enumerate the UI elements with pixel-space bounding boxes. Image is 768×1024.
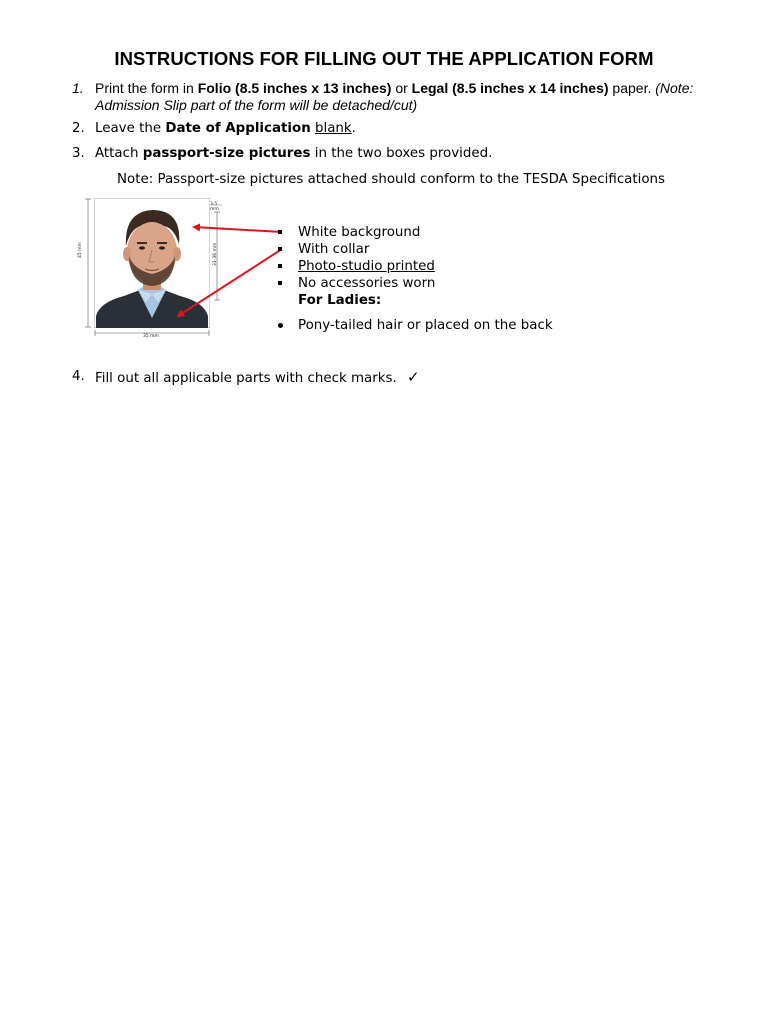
instruction-number: 2. bbox=[72, 121, 85, 136]
bullet-icon bbox=[278, 323, 283, 328]
check-mark-icon: ✓ bbox=[407, 368, 420, 386]
blank-word: blank bbox=[315, 121, 352, 136]
instruction-text: Print the form in bbox=[95, 80, 198, 96]
folio-size: Folio (8.5 inches x 13 inches) bbox=[197, 80, 392, 96]
instruction-text: in the two boxes provided. bbox=[310, 146, 493, 161]
spec-text: With collar bbox=[298, 242, 370, 257]
date-of-application: Date of Application bbox=[165, 121, 311, 136]
instruction-text: paper. bbox=[608, 80, 656, 96]
bullet-icon bbox=[278, 247, 282, 251]
instruction-number: 4. bbox=[72, 369, 85, 384]
instruction-4 bbox=[72, 369, 752, 388]
bullet-icon bbox=[278, 281, 282, 285]
height-label: 45 mm bbox=[78, 242, 83, 258]
ladies-heading: For Ladies: bbox=[298, 293, 382, 308]
face-height-label: 31-36 mm bbox=[213, 242, 218, 266]
instruction-text: . bbox=[351, 121, 356, 136]
tesda-note: Note: Passport-size pictures attached should conform to the TESDA Specifications bbox=[117, 172, 666, 187]
spec-text: No accessories worn bbox=[298, 276, 436, 291]
instruction-text: Fill out all applicable parts with check marks. bbox=[95, 371, 397, 386]
photo-specifications bbox=[278, 224, 553, 334]
spec-text: Photo-studio printed bbox=[298, 259, 435, 274]
ladies-spec-item bbox=[278, 317, 553, 334]
spec-text: Pony-tailed hair or placed on the back bbox=[298, 318, 553, 333]
spec-item bbox=[278, 224, 553, 241]
instruction-text: or bbox=[391, 80, 412, 96]
instruction-number: 1. bbox=[72, 80, 84, 96]
arrow-to-background bbox=[194, 227, 282, 232]
bullet-icon bbox=[278, 230, 282, 234]
spec-item bbox=[278, 241, 553, 258]
page-title: INSTRUCTIONS FOR FILLING OUT THE APPLICATION FORM bbox=[114, 48, 654, 69]
passport-size-pictures: passport-size pictures bbox=[142, 146, 311, 161]
width-label: 35 mm bbox=[143, 334, 159, 339]
legal-size: Legal (8.5 inches x 14 inches) bbox=[411, 80, 609, 96]
instruction-note: (Note: Admission Slip part of the form will be detached/cut) bbox=[95, 80, 694, 113]
spec-item bbox=[278, 258, 553, 275]
arrow-to-collar bbox=[178, 249, 282, 316]
top-margin-label: 3-5 mm bbox=[210, 202, 219, 212]
instruction-number: 3. bbox=[72, 146, 85, 161]
spec-item bbox=[278, 275, 553, 292]
instruction-text: Attach bbox=[95, 146, 143, 161]
bullet-icon bbox=[278, 264, 282, 268]
spec-text: White background bbox=[298, 225, 421, 240]
instruction-text: Leave the bbox=[95, 121, 166, 136]
